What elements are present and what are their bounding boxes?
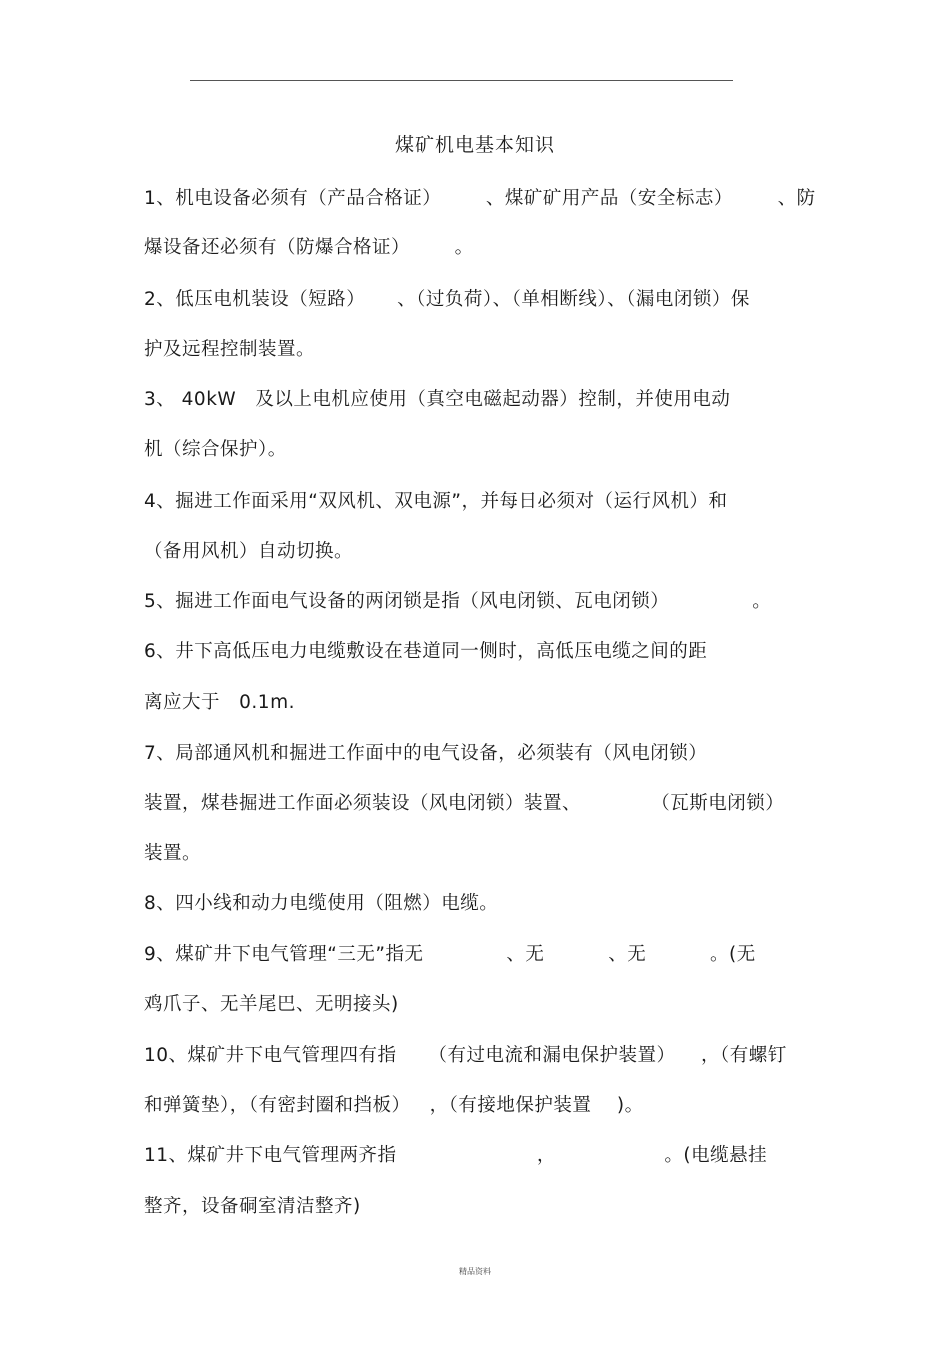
text-line: 护及远程控制装置。 bbox=[144, 339, 316, 360]
text-line: 和弹簧垫），（有密封圈和挡板） ，（有接地保护装置 )。 bbox=[144, 1095, 644, 1116]
text-line: 4、掘进工作面采用“双风机、双电源”，并每日必须对（运行风机）和 bbox=[144, 491, 728, 512]
text-line: 爆设备还必须有（防爆合格证） 。 bbox=[144, 237, 474, 258]
header-rule bbox=[190, 80, 733, 81]
text-line: 机（综合保护）。 bbox=[144, 439, 287, 460]
text-line: 6、井下高低压电力电缆敷设在巷道同一侧时，高低压电缆之间的距 bbox=[144, 641, 708, 662]
text-line: 11、煤矿井下电气管理两齐指 ， 。(电缆悬挂 bbox=[144, 1145, 768, 1166]
text-line: 装置。 bbox=[144, 843, 202, 864]
text-line: 1、机电设备必须有（产品合格证） 、煤矿矿用产品（安全标志） 、防 bbox=[144, 188, 816, 209]
text-line: 整齐，设备硐室清洁整齐) bbox=[144, 1196, 361, 1217]
text-line: 离应大于 0.1m. bbox=[144, 692, 295, 713]
text-line: 鸡爪子、无羊尾巴、无明接头) bbox=[144, 994, 399, 1015]
text-line: 2、低压电机装设（短路） 、（过负荷）、（单相断线）、（漏电闭锁）保 bbox=[144, 289, 750, 310]
text-line: 5、掘进工作面电气设备的两闭锁是指（风电闭锁、瓦电闭锁） 。 bbox=[144, 591, 772, 612]
text-line: 8、四小线和动力电缆使用（阻燃）电缆。 bbox=[144, 893, 499, 914]
page-title: 煤矿机电基本知识 bbox=[394, 134, 555, 156]
text-line: （备用风机）自动切换。 bbox=[144, 541, 354, 562]
text-line: 9、煤矿井下电气管理“三无”指无 、无 、无 。(无 bbox=[144, 944, 756, 965]
text-line: 10、煤矿井下电气管理四有指 （有过电流和漏电保护装置） ，（有螺钉 bbox=[144, 1045, 787, 1066]
text-line: 3、 40kW 及以上电机应使用（真空电磁起动器）控制，并使用电动 bbox=[144, 389, 731, 410]
text-line: 7、局部通风机和掘进工作面中的电气设备，必须装有（风电闭锁） bbox=[144, 743, 708, 764]
page-footer: 精品资料 bbox=[459, 1267, 491, 1276]
text-line: 装置，煤巷掘进工作面必须装设（风电闭锁）装置、 （瓦斯电闭锁） bbox=[144, 793, 785, 814]
